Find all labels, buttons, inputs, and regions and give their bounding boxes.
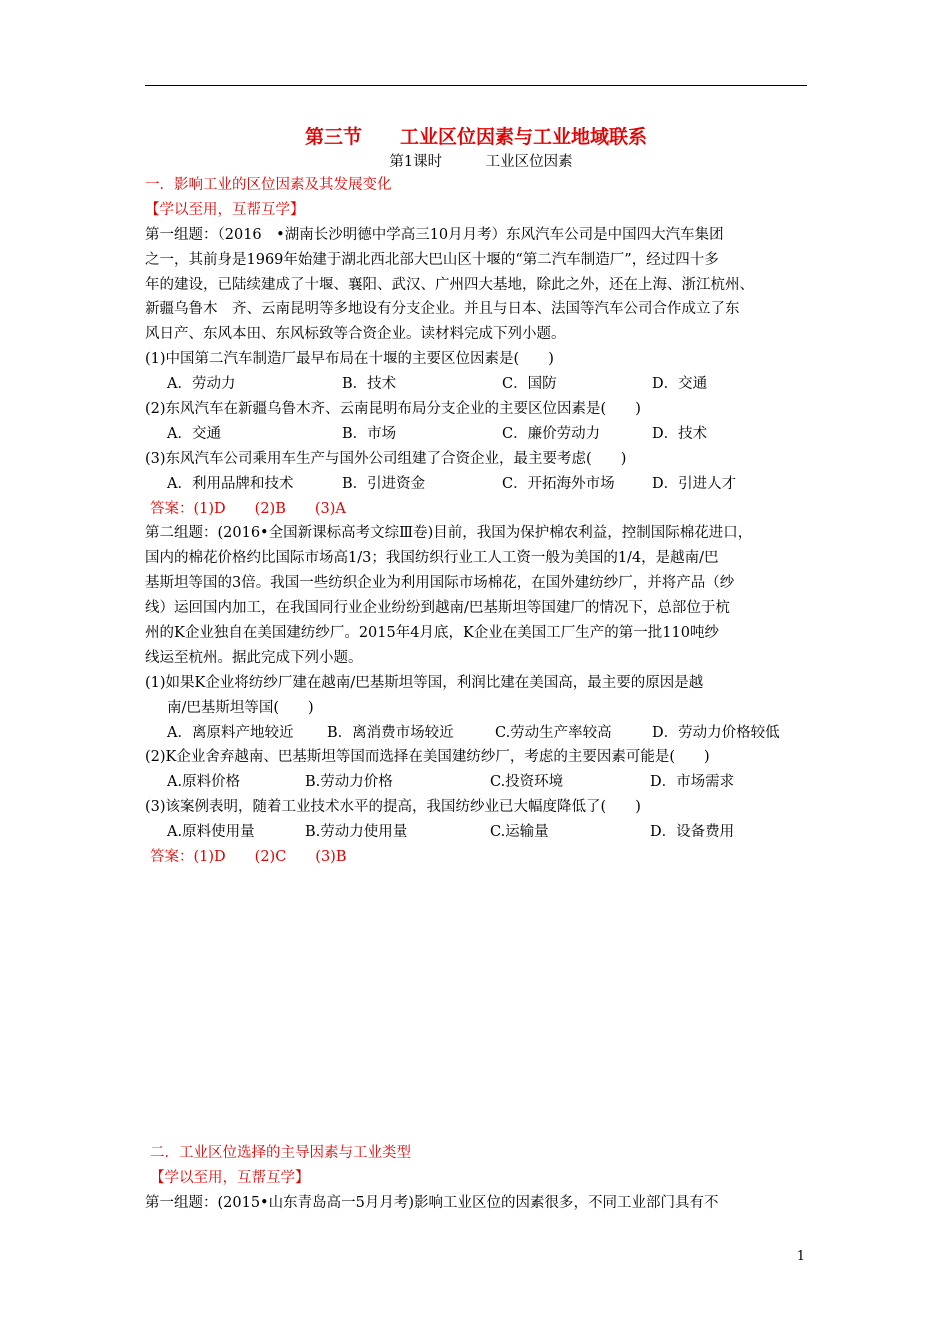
option-d: D．设备费用 bbox=[650, 824, 735, 841]
g2-q3-options bbox=[145, 820, 807, 845]
header-rule bbox=[145, 85, 807, 86]
option-c: C.劳动生产率较高 bbox=[495, 724, 612, 741]
option-a: A．劳动力 bbox=[167, 376, 236, 393]
option-a: A.原料使用量 bbox=[167, 824, 255, 841]
g1-q2-options bbox=[145, 422, 807, 447]
g1-para-line: 风日产、东风本田、东风标致等合资企业。读材料完成下列小题。 bbox=[145, 326, 566, 343]
g2-answer: 答案：(1)D (2)C (3)B bbox=[150, 849, 347, 866]
g1-answer: 答案：(1)D (2)B (3)A bbox=[150, 500, 346, 517]
section2-heading: 二．工业区位选择的主导因素与工业类型 bbox=[150, 1144, 411, 1161]
g1-q1-options bbox=[145, 372, 807, 397]
g2-para-line: 线运至杭州。据此完成下列小题。 bbox=[145, 649, 363, 666]
g2-question-1-cont: 南/巴基斯坦等国( ) bbox=[167, 699, 314, 716]
page-title: 第三节 工业区位因素与工业地域联系 bbox=[304, 126, 647, 148]
g2-q1-options bbox=[145, 721, 807, 746]
g2-question-3: (3)该案例表明，随着工业技术水平的提高，我国纺纱业已大幅度降低了( ) bbox=[145, 799, 641, 816]
g1-question-1: (1)中国第二汽车制造厂最早布局在十堰的主要区位因素是( ) bbox=[145, 351, 554, 368]
option-a: A.原料价格 bbox=[167, 774, 241, 791]
option-d: D．技术 bbox=[652, 425, 708, 442]
option-c: C．开拓海外市场 bbox=[502, 475, 615, 492]
g2-question-2: (2)K企业舍弃越南、巴基斯坦等国而选择在美国建纺纱厂，考虑的主要因素可能是( ) bbox=[145, 749, 710, 766]
g2-question-1: (1)如果K企业将纺纱厂建在越南/巴基斯坦等国，利润比建在美国高，最主要的原因是越 bbox=[145, 674, 704, 691]
section1-tag: 【学以至用，互帮互学】 bbox=[145, 201, 305, 218]
g1-para-line: 第一组题：（2016 •湖南长沙明德中学高三10月月考）东风汽车公司是中国四大汽车集团 bbox=[145, 226, 724, 243]
g2-para-line: 线）运回国内加工，在我国同行业企业纷纷到越南/巴基斯坦等国建厂的情况下，总部位于杭 bbox=[145, 600, 730, 617]
option-a: A．交通 bbox=[167, 425, 221, 442]
blank-space bbox=[145, 870, 807, 1141]
section2-tag: 【学以至用，互帮互学】 bbox=[150, 1169, 310, 1186]
option-b: B．引进资金 bbox=[342, 475, 426, 492]
option-d: D．引进人才 bbox=[652, 475, 737, 492]
option-a: A．离原料产地较近 bbox=[167, 724, 294, 741]
option-c: C．国防 bbox=[502, 376, 557, 393]
g2-q2-options bbox=[145, 770, 807, 795]
g2-para-line: 州的K企业独自在美国建纺纱厂。2015年4月底，K企业在美国工厂生产的第一批110吨纱 bbox=[145, 625, 719, 642]
document-page bbox=[145, 120, 807, 1216]
option-a: A．利用品牌和技术 bbox=[167, 475, 294, 492]
g1-q3-options bbox=[145, 472, 807, 497]
option-b: B．离消费市场较近 bbox=[327, 724, 454, 741]
option-d: D．交通 bbox=[652, 376, 708, 393]
option-b: B．技术 bbox=[342, 376, 397, 393]
option-c: C．廉价劳动力 bbox=[502, 425, 601, 442]
option-b: B.劳动力使用量 bbox=[305, 824, 408, 841]
g2-para-line: 基斯坦等国的3倍。我国一些纺织企业为利用国际市场棉花，在国外建纺纱厂，并将产品（纱 bbox=[145, 575, 735, 592]
option-d: D．市场需求 bbox=[650, 774, 735, 791]
option-d: D．劳动力价格较低 bbox=[652, 724, 780, 741]
option-b: B．市场 bbox=[342, 425, 397, 442]
g1-para-line: 年的建设，已陆续建成了十堰、襄阳、武汉、广州四大基地，除此之外，还在上海、浙江杭州、 bbox=[145, 276, 754, 293]
g1-para-line: 新疆乌鲁木 齐、云南昆明等多地设有分支企业。并且与日本、法国等汽车公司合作成立了东 bbox=[145, 301, 740, 318]
s2-para-line: 第一组题：(2015•山东青岛高一5月月考)影响工业区位的因素很多，不同工业部门具有不 bbox=[145, 1194, 719, 1211]
g2-para-line: 第二组题：(2016•全国新课标高考文综Ⅲ卷)目前，我国为保护棉农利益，控制国际棉花进口， bbox=[145, 525, 753, 542]
option-b: B.劳动力价格 bbox=[305, 774, 393, 791]
page-subtitle: 第1课时 工业区位因素 bbox=[389, 154, 573, 170]
g1-question-3: (3)东风汽车公司乘用车生产与国外公司组建了合资企业，最主要考虑( ) bbox=[145, 450, 627, 467]
g2-para-line: 国内的棉花价格约比国际市场高1/3；我国纺织行业工人工资一般为美国的1/4，是越南/巴 bbox=[145, 550, 719, 567]
page-number: 1 bbox=[796, 1249, 805, 1264]
option-c: C.运输量 bbox=[490, 824, 549, 841]
g1-question-2: (2)东风汽车在新疆乌鲁木齐、云南昆明布局分支企业的主要区位因素是( ) bbox=[145, 401, 641, 418]
option-c: C.投资环境 bbox=[490, 774, 564, 791]
g1-para-line: 之一，其前身是1969年始建于湖北西北部大巴山区十堰的“第二汽车制造厂”，经过四十多 bbox=[145, 251, 719, 268]
section1-heading: 一．影响工业的区位因素及其发展变化 bbox=[145, 177, 392, 193]
